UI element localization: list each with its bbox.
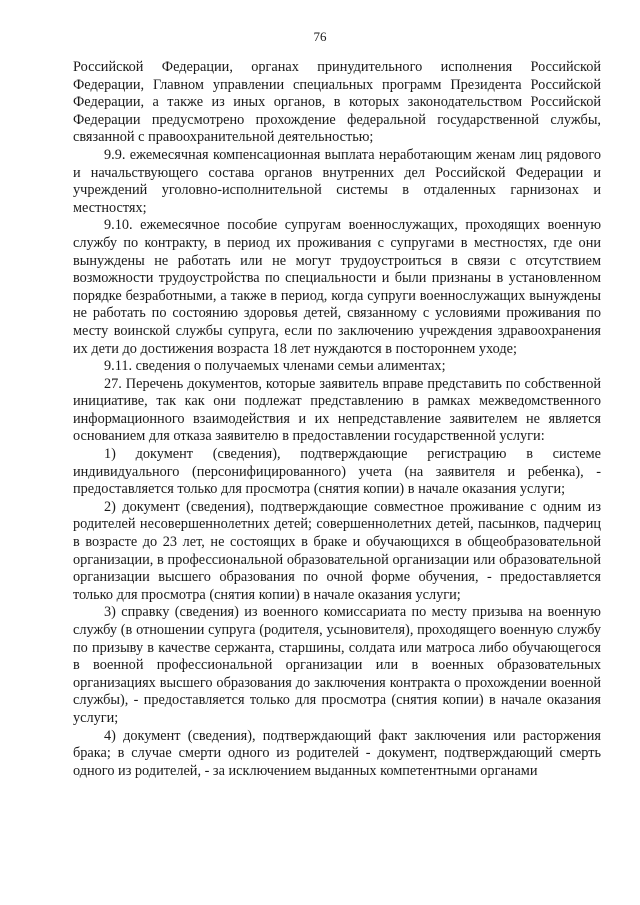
list-item-2: 2) документ (сведения), подтверждающие совместное проживание с одним из родителей несовершеннолетних детей; совершеннолетних детей, пасынков, падчериц в возрасте до 23 лет, не состоящих в браке и обучающихся в общеобразовательной организации, в профессиональной образовательной организации или образовательной организации высшего образования по очной форме обучения, - предоставляется только для просмотра (снятия копии) в начале оказания услуги; <box>73 498 601 603</box>
document-body <box>73 59 601 780</box>
paragraph-9-9: 9.9. ежемесячная компенсационная выплата неработающим женам лиц рядового и начальствующего состава органов внутренних дел Российской Федерации и учреждений уголовно-исполнительной системы в отдаленных гарнизонах и местностях; <box>73 146 601 216</box>
paragraph-9-10: 9.10. ежемесячное пособие супругам военнослужащих, проходящих военную службу по контракту, в период их проживания с супругами в местностях, где они вынуждены не работать или не могут трудоустроиться в связи с отсутствием возможности трудоустройства по специальности и были признаны в установленном порядке безработными, а также в период, когда супруги военнослужащих вынуждены не работать по состоянию здоровья детей, связанному с условиями проживания по месту воинской службы супруга, если по заключению учреждения здравоохранения их дети до достижения возраста 18 лет нуждаются в постороннем уходе; <box>73 217 601 357</box>
list-item-1: 1) документ (сведения), подтверждающие регистрацию в системе индивидуального (персонифицированного) учета (на заявителя и ребенка), - предоставляется только для просмотра (снятия копии) в начале оказания услуги; <box>73 446 601 498</box>
page-number: 76 <box>313 29 327 44</box>
list-item-4: 4) документ (сведения), подтверждающий факт заключения или расторжения брака; в случае смерти одного из родителей - документ, подтверждающий смерть одного из родителей, - за исключением выданных компетентными органами <box>73 727 601 779</box>
paragraph-27: 27. Перечень документов, которые заявитель вправе представить по собственной инициативе, так как они подлежат представлению в рамках межведомственного информационного взаимодействия и их непредставление заявителем не является основанием для отказа заявителю в предоставлении государственной услуги: <box>73 375 601 445</box>
paragraph-continuation: Российской Федерации, органах принудительного исполнения Российской Федерации, Главном управлении специальных программ Президента Российской Федерации, а также из иных органов, в которых законодательством Российской Федерации предусмотрено прохождение федеральной государственной службы, связанной с правоохранительной деятельностью; <box>73 59 601 146</box>
paragraph-9-11: 9.11. сведения о получаемых членами семьи алиментах; <box>104 358 446 375</box>
list-item-3: 3) справку (сведения) из военного комиссариата по месту призыва на военную службу (в отношении супруга (родителя, усыновителя), проходящего военную службу по призыву в качестве сержанта, старшины, солдата или матроса либо обучающегося в военной профессиональной организации или в военных образовательных организациях высшего образования до заключения контракта о прохождении военной службы), - предоставляется только для просмотра (снятия копии) в начале оказания услуги; <box>73 604 601 726</box>
